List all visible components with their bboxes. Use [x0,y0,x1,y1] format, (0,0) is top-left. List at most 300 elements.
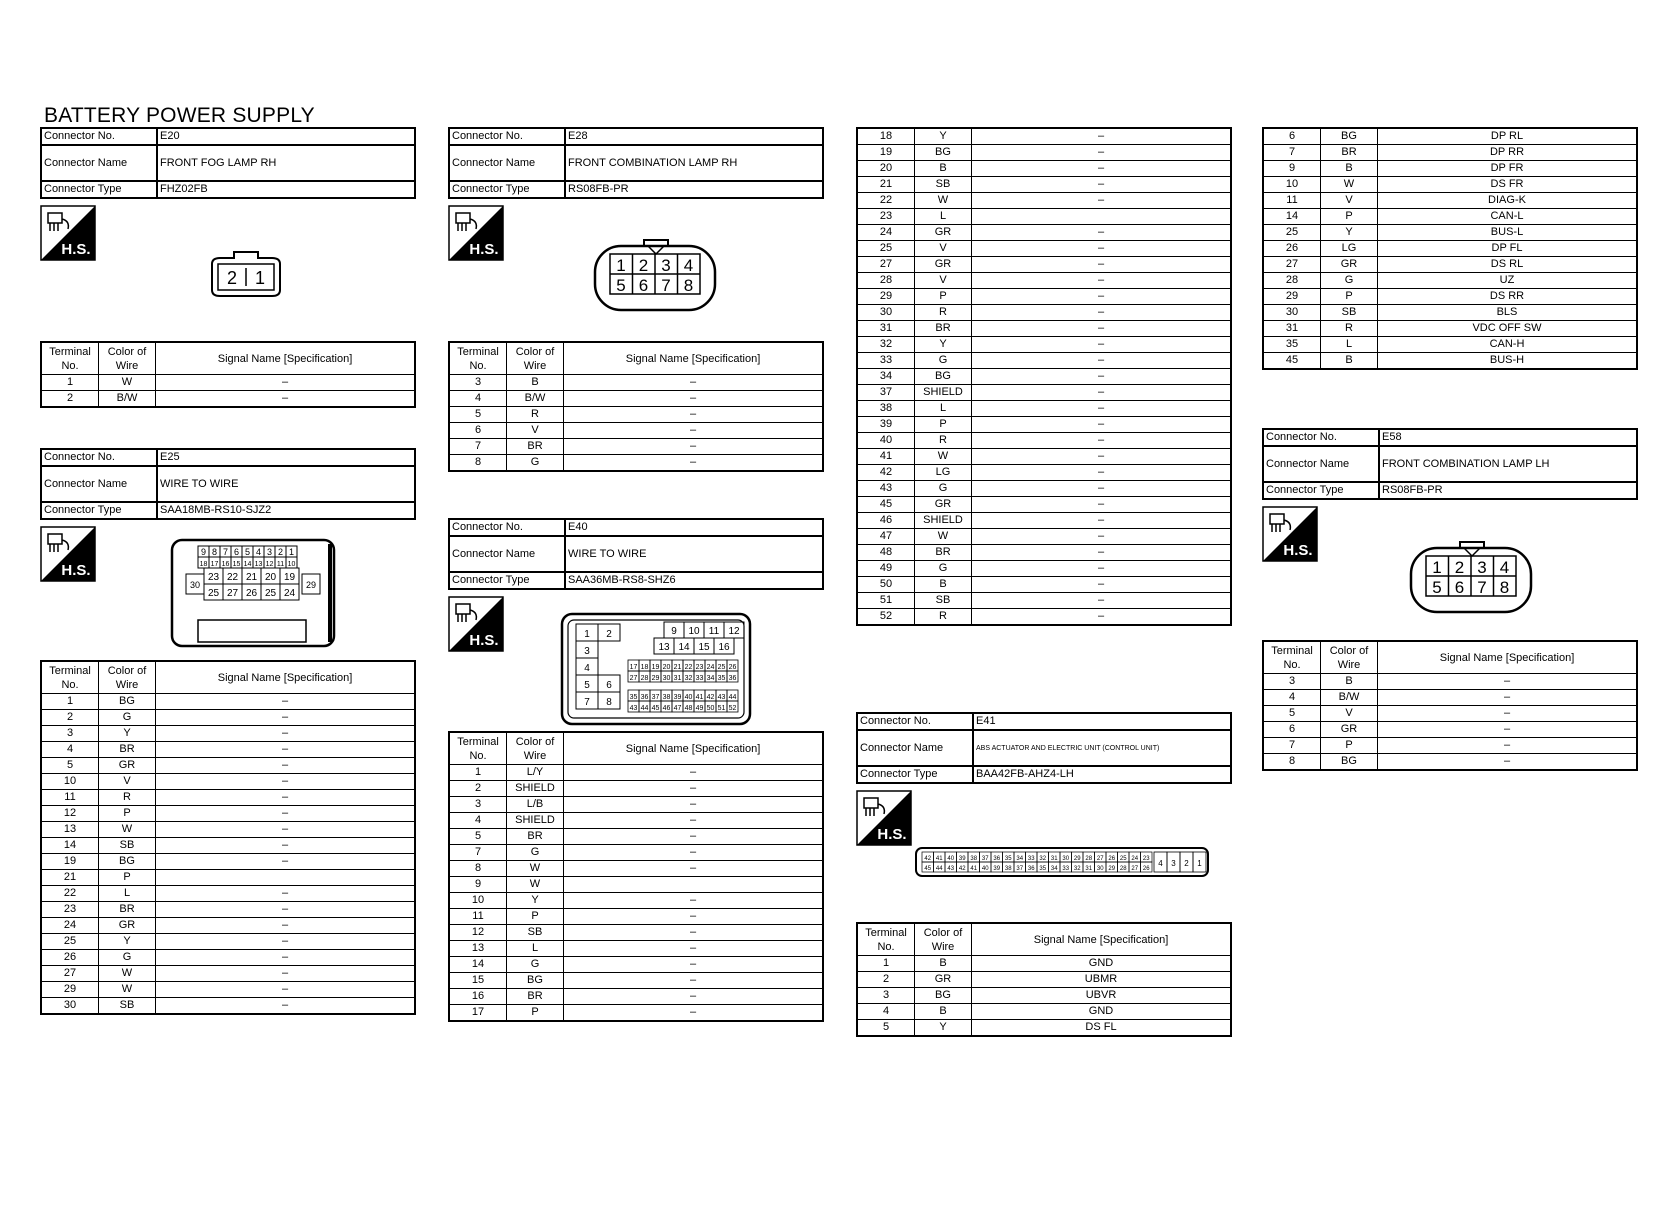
table-row [1263,337,1637,353]
label-connector-type: Connector Type [449,181,565,198]
table-row [41,838,415,854]
pin-label: 30 [189,580,201,590]
pin-label: 5 [244,547,251,557]
pin-label: 20 [662,664,671,671]
pin-label: 4 [584,663,590,674]
signal-name-cell: – [972,193,1232,209]
table-header-row [41,342,415,375]
wire-color-cell: L/Y [507,765,564,781]
pin-label: 37 [1016,866,1024,872]
signal-name-cell: – [564,989,824,1005]
terminal-no-cell: 7 [1263,738,1321,754]
terminal-no-cell: 4 [449,391,507,407]
wire-color-cell: GR [915,225,972,241]
connector-e20-diagram [208,250,288,305]
wire-color-cell: SB [915,593,972,609]
table-row [1263,128,1637,145]
table-row [449,957,823,973]
pin-label: 44 [728,694,737,701]
table-row [857,609,1231,626]
signal-name-cell: – [156,950,416,966]
pin-label: 25 [717,664,726,671]
signal-name-cell: – [972,273,1232,289]
table-row [449,925,823,941]
pin-label: 18 [640,664,649,671]
pin-label: 28 [1085,856,1093,862]
table-header-row [857,923,1231,956]
pin-label: 38 [1004,866,1012,872]
wire-color-cell: BG [1321,128,1378,145]
terminal-no-cell: 7 [449,439,507,455]
signal-name-cell: – [156,886,416,902]
signal-name-cell: – [564,957,824,973]
wire-color-cell: P [507,1005,564,1022]
pin-label: 2 [1454,558,1465,577]
wire-color-cell: BG [915,988,972,1004]
connector-no-value: E40 [565,519,823,536]
terminal-no-cell: 29 [41,982,99,998]
pin-label: 16 [718,642,730,653]
pin-label: 34 [1016,856,1024,862]
pin-label: 16 [221,561,230,568]
pin-label: 29 [1108,866,1116,872]
wire-color-cell: B [915,161,972,177]
pin-label: 32 [684,675,693,682]
wire-color-cell: B [1321,674,1378,690]
header-terminal-no: Terminal No. [857,923,915,956]
signal-name-cell: – [972,337,1232,353]
wire-color-cell: BG [915,145,972,161]
pin-label: 36 [993,856,1001,862]
terminal-no-cell: 2 [449,781,507,797]
terminal-no-cell: 30 [41,998,99,1015]
terminal-no-cell: 37 [857,385,915,401]
signal-name-cell: – [564,765,824,781]
table-row [449,781,823,797]
terminal-no-cell: 7 [1263,145,1321,161]
table-row [449,973,823,989]
signal-name-cell: – [156,774,416,790]
terminal-table-e25 [40,660,416,1015]
wire-color-cell: V [99,774,156,790]
terminal-no-cell: 25 [41,934,99,950]
table-row [857,529,1231,545]
table-row [449,989,823,1005]
connector-name-value: WIRE TO WIRE [565,536,823,572]
terminal-no-cell: 2 [857,972,915,988]
wire-color-cell: V [1321,193,1378,209]
connector-no-value: E28 [565,128,823,145]
pin-label: 46 [662,705,671,712]
signal-name-cell: – [972,417,1232,433]
label-connector-type: Connector Type [41,502,157,519]
wire-color-cell: Y [915,337,972,353]
terminal-no-cell: 5 [41,758,99,774]
pin-label: 3 [266,547,273,557]
table-row [857,353,1231,369]
header-terminal-no: Terminal No. [1263,641,1321,674]
table-row [857,956,1231,972]
table-row [857,577,1231,593]
pin-label: 20 [264,572,277,583]
wire-color-cell: BG [507,973,564,989]
connector-e58-diagram [1408,540,1538,621]
signal-name-cell: – [564,909,824,925]
table-row [449,439,823,455]
table-row [857,401,1231,417]
pin-label: 41 [970,866,978,872]
harness-side-icon [40,205,96,261]
pin-label: 41 [935,856,943,862]
signal-name-cell: – [972,257,1232,273]
wire-color-cell: GR [99,918,156,934]
connector-e28-info [448,127,824,199]
terminal-no-cell: 29 [1263,289,1321,305]
table-row [1263,177,1637,193]
pin-label: 24 [283,588,296,599]
table-row [1263,161,1637,177]
connector-e25-diagram [170,538,338,655]
terminal-no-cell: 29 [857,289,915,305]
pin-label: 6 [638,276,649,295]
header-signal-name: Signal Name [Specification] [156,342,416,375]
wire-color-cell: Y [1321,225,1378,241]
pin-label: 33 [1062,866,1070,872]
wire-color-cell: P [915,289,972,305]
signal-name-cell: – [156,726,416,742]
signal-name-cell: BLS [1378,305,1638,321]
table-row [41,375,415,391]
pin-label: 27 [1096,856,1104,862]
header-color-of-wire: Color of Wire [507,342,564,375]
table-row [857,177,1231,193]
terminal-no-cell: 26 [1263,241,1321,257]
signal-name-cell: – [972,433,1232,449]
pin-label: 9 [671,626,677,637]
table-row [857,193,1231,209]
label-connector-type: Connector Type [449,572,565,589]
connector-e41-diagram [914,846,1212,885]
pin-label: 25 [207,588,220,599]
table-row [1263,305,1637,321]
signal-name-cell: – [972,401,1232,417]
table-row [857,545,1231,561]
signal-name-cell: – [972,561,1232,577]
wire-color-cell: W [507,877,564,893]
signal-name-cell [972,209,1232,225]
wire-color-cell: W [99,966,156,982]
pin-label: 42 [924,856,932,862]
wire-color-cell: BG [1321,754,1378,771]
pin-label: 33 [1027,856,1035,862]
terminal-no-cell: 48 [857,545,915,561]
terminal-no-cell: 12 [449,925,507,941]
table-row [449,941,823,957]
table-row [449,375,823,391]
pin-label: 42 [958,866,966,872]
page-title: BATTERY POWER SUPPLY [44,104,315,127]
signal-name-cell: CAN-L [1378,209,1638,225]
wire-color-cell: BR [99,902,156,918]
pin-label: 2 [226,268,238,288]
signal-name-cell: DIAG-K [1378,193,1638,209]
pin-label: 45 [924,866,932,872]
terminal-no-cell: 5 [1263,706,1321,722]
terminal-no-cell: 11 [449,909,507,925]
terminal-table-e20 [40,341,416,408]
signal-name-cell: – [564,925,824,941]
pin-label: 26 [728,664,737,671]
pin-label: 27 [1131,866,1139,872]
signal-name-cell: – [972,609,1232,626]
table-row [857,593,1231,609]
pin-label: 23 [1142,856,1150,862]
pin-label: 31 [1085,866,1093,872]
connector-e58-info [1262,428,1638,500]
header-color-of-wire: Color of Wire [99,342,156,375]
terminal-no-cell: 9 [449,877,507,893]
terminal-no-cell: 51 [857,593,915,609]
table-row [449,893,823,909]
table-row [41,902,415,918]
wire-color-cell: BR [507,439,564,455]
table-row [41,391,415,408]
signal-name-cell: DP FR [1378,161,1638,177]
signal-name-cell: – [972,385,1232,401]
terminal-no-cell: 24 [41,918,99,934]
wire-color-cell: B [1321,161,1378,177]
pin-label: 2 [638,256,649,275]
signal-name-cell: – [156,998,416,1015]
table-row [41,982,415,998]
pin-label: 7 [661,276,671,295]
terminal-no-cell: 45 [857,497,915,513]
pin-label: 43 [947,866,955,872]
terminal-no-cell: 15 [449,973,507,989]
signal-name-cell: – [972,289,1232,305]
pin-label: 23 [695,664,704,671]
label-connector-type: Connector Type [1263,482,1379,499]
terminal-no-cell: 14 [449,957,507,973]
terminal-no-cell: 18 [857,128,915,145]
wire-color-cell: R [99,790,156,806]
pin-label: 40 [684,694,693,701]
pin-label: 1 [1197,859,1202,868]
label-connector-name: Connector Name [41,145,157,181]
header-terminal-no: Terminal No. [41,661,99,694]
connector-name-value: FRONT COMBINATION LAMP LH [1379,446,1637,482]
table-row [41,966,415,982]
wire-color-cell: L [915,209,972,225]
table-row [41,822,415,838]
table-row [857,369,1231,385]
signal-name-cell: DS RR [1378,289,1638,305]
harness-side-icon [1262,506,1318,562]
signal-name-cell: – [972,128,1232,145]
terminal-no-cell: 16 [449,989,507,1005]
table-row [857,449,1231,465]
terminal-no-cell: 11 [41,790,99,806]
table-row [857,241,1231,257]
header-terminal-no: Terminal No. [41,342,99,375]
pin-label: 25 [264,588,277,599]
table-row [41,790,415,806]
table-row [1263,738,1637,754]
label-connector-no: Connector No. [449,128,565,145]
label-connector-name: Connector Name [41,466,157,502]
wire-color-cell: G [507,845,564,861]
terminal-table-e58 [1262,640,1638,771]
terminal-no-cell: 12 [41,806,99,822]
signal-name-cell: – [972,593,1232,609]
pin-label: 37 [651,694,660,701]
terminal-no-cell: 11 [1263,193,1321,209]
pin-label: 39 [958,856,966,862]
pin-label: 44 [935,866,943,872]
pin-label: 18 [199,561,208,568]
signal-name-cell: – [972,529,1232,545]
terminal-no-cell: 14 [41,838,99,854]
terminal-no-cell: 22 [41,886,99,902]
pin-label: 7 [1477,578,1487,597]
wire-color-cell: G [507,957,564,973]
wire-color-cell: G [915,353,972,369]
wire-color-cell: G [99,950,156,966]
signal-name-cell: – [564,813,824,829]
svg-text:H.S.: H.S. [469,632,499,649]
terminal-no-cell: 3 [857,988,915,1004]
signal-name-cell: – [156,918,416,934]
wire-color-cell: LG [915,465,972,481]
connector-e28-diagram [592,238,722,319]
signal-name-cell: – [564,407,824,423]
pin-label: 29 [651,675,660,682]
signal-name-cell: – [972,545,1232,561]
terminal-no-cell: 21 [41,870,99,886]
terminal-no-cell: 23 [857,209,915,225]
table-row [857,161,1231,177]
table-row [449,797,823,813]
terminal-no-cell: 3 [41,726,99,742]
wire-color-cell: GR [1321,722,1378,738]
pin-label: 36 [640,694,649,701]
pin-label: 17 [629,664,638,671]
harness-side-icon [448,205,504,261]
terminal-no-cell: 10 [41,774,99,790]
signal-name-cell: – [972,321,1232,337]
wire-color-cell: SB [99,838,156,854]
signal-name-cell: – [564,423,824,439]
connector-e40-info [448,518,824,590]
terminal-no-cell: 45 [1263,353,1321,370]
table-row [1263,225,1637,241]
table-row [1263,754,1637,771]
pin-label: 35 [1004,856,1012,862]
pin-label: 31 [673,675,682,682]
terminal-no-cell: 6 [1263,128,1321,145]
wire-color-cell: V [915,273,972,289]
signal-name-cell: – [564,797,824,813]
signal-name-cell: BUS-L [1378,225,1638,241]
pin-label: 10 [688,626,700,637]
svg-text:H.S.: H.S. [469,241,499,258]
wire-color-cell: R [507,407,564,423]
terminal-no-cell: 20 [857,161,915,177]
pin-label: 4 [255,547,262,557]
table-row [857,385,1231,401]
table-header-row [449,732,823,765]
signal-name-cell: DP FL [1378,241,1638,257]
header-signal-name: Signal Name [Specification] [564,732,824,765]
connector-e25-info [40,448,416,520]
wire-color-cell: L [1321,337,1378,353]
pin-label: 15 [232,561,241,568]
wire-color-cell: L [507,941,564,957]
pin-label: 30 [662,675,671,682]
table-row [1263,690,1637,706]
table-header-row [449,342,823,375]
pin-label: 1 [616,256,626,275]
table-row [449,813,823,829]
terminal-no-cell: 10 [449,893,507,909]
wire-color-cell: BR [99,742,156,758]
signal-name-cell: – [564,375,824,391]
terminal-no-cell: 6 [449,423,507,439]
pin-label: 11 [276,561,285,568]
terminal-no-cell: 3 [1263,674,1321,690]
signal-name-cell: CAN-H [1378,337,1638,353]
wire-color-cell: BR [507,989,564,1005]
wire-color-cell: B/W [99,391,156,408]
label-connector-no: Connector No. [41,128,157,145]
pin-label: 8 [211,547,218,557]
label-connector-name: Connector Name [449,536,565,572]
wire-color-cell: LG [1321,241,1378,257]
terminal-no-cell: 28 [857,273,915,289]
terminal-no-cell: 21 [857,177,915,193]
wire-color-cell: G [99,710,156,726]
wire-color-cell: SHIELD [507,781,564,797]
terminal-no-cell: 39 [857,417,915,433]
label-connector-no: Connector No. [857,713,973,730]
svg-text:H.S.: H.S. [61,241,91,258]
signal-name-cell: – [156,375,416,391]
wire-color-cell: P [1321,738,1378,754]
signal-name-cell: – [972,161,1232,177]
connector-type-value: SAA18MB-RS10-SJZ2 [157,502,415,519]
wire-color-cell: R [915,609,972,626]
terminal-no-cell: 19 [41,854,99,870]
signal-name-cell: – [972,353,1232,369]
wire-color-cell: B [507,375,564,391]
wire-color-cell: B/W [507,391,564,407]
signal-name-cell: – [564,391,824,407]
signal-name-cell: DS RL [1378,257,1638,273]
signal-name-cell: – [156,710,416,726]
table-row [857,145,1231,161]
wire-color-cell: BG [915,369,972,385]
wire-color-cell: GR [915,972,972,988]
wire-color-cell: Y [99,726,156,742]
pin-label: 22 [226,572,239,583]
terminal-no-cell: 26 [41,950,99,966]
terminal-no-cell: 19 [857,145,915,161]
pin-label: 51 [717,705,726,712]
terminal-no-cell: 13 [41,822,99,838]
terminal-no-cell: 9 [1263,161,1321,177]
pin-label: 3 [584,646,590,657]
table-row [857,433,1231,449]
